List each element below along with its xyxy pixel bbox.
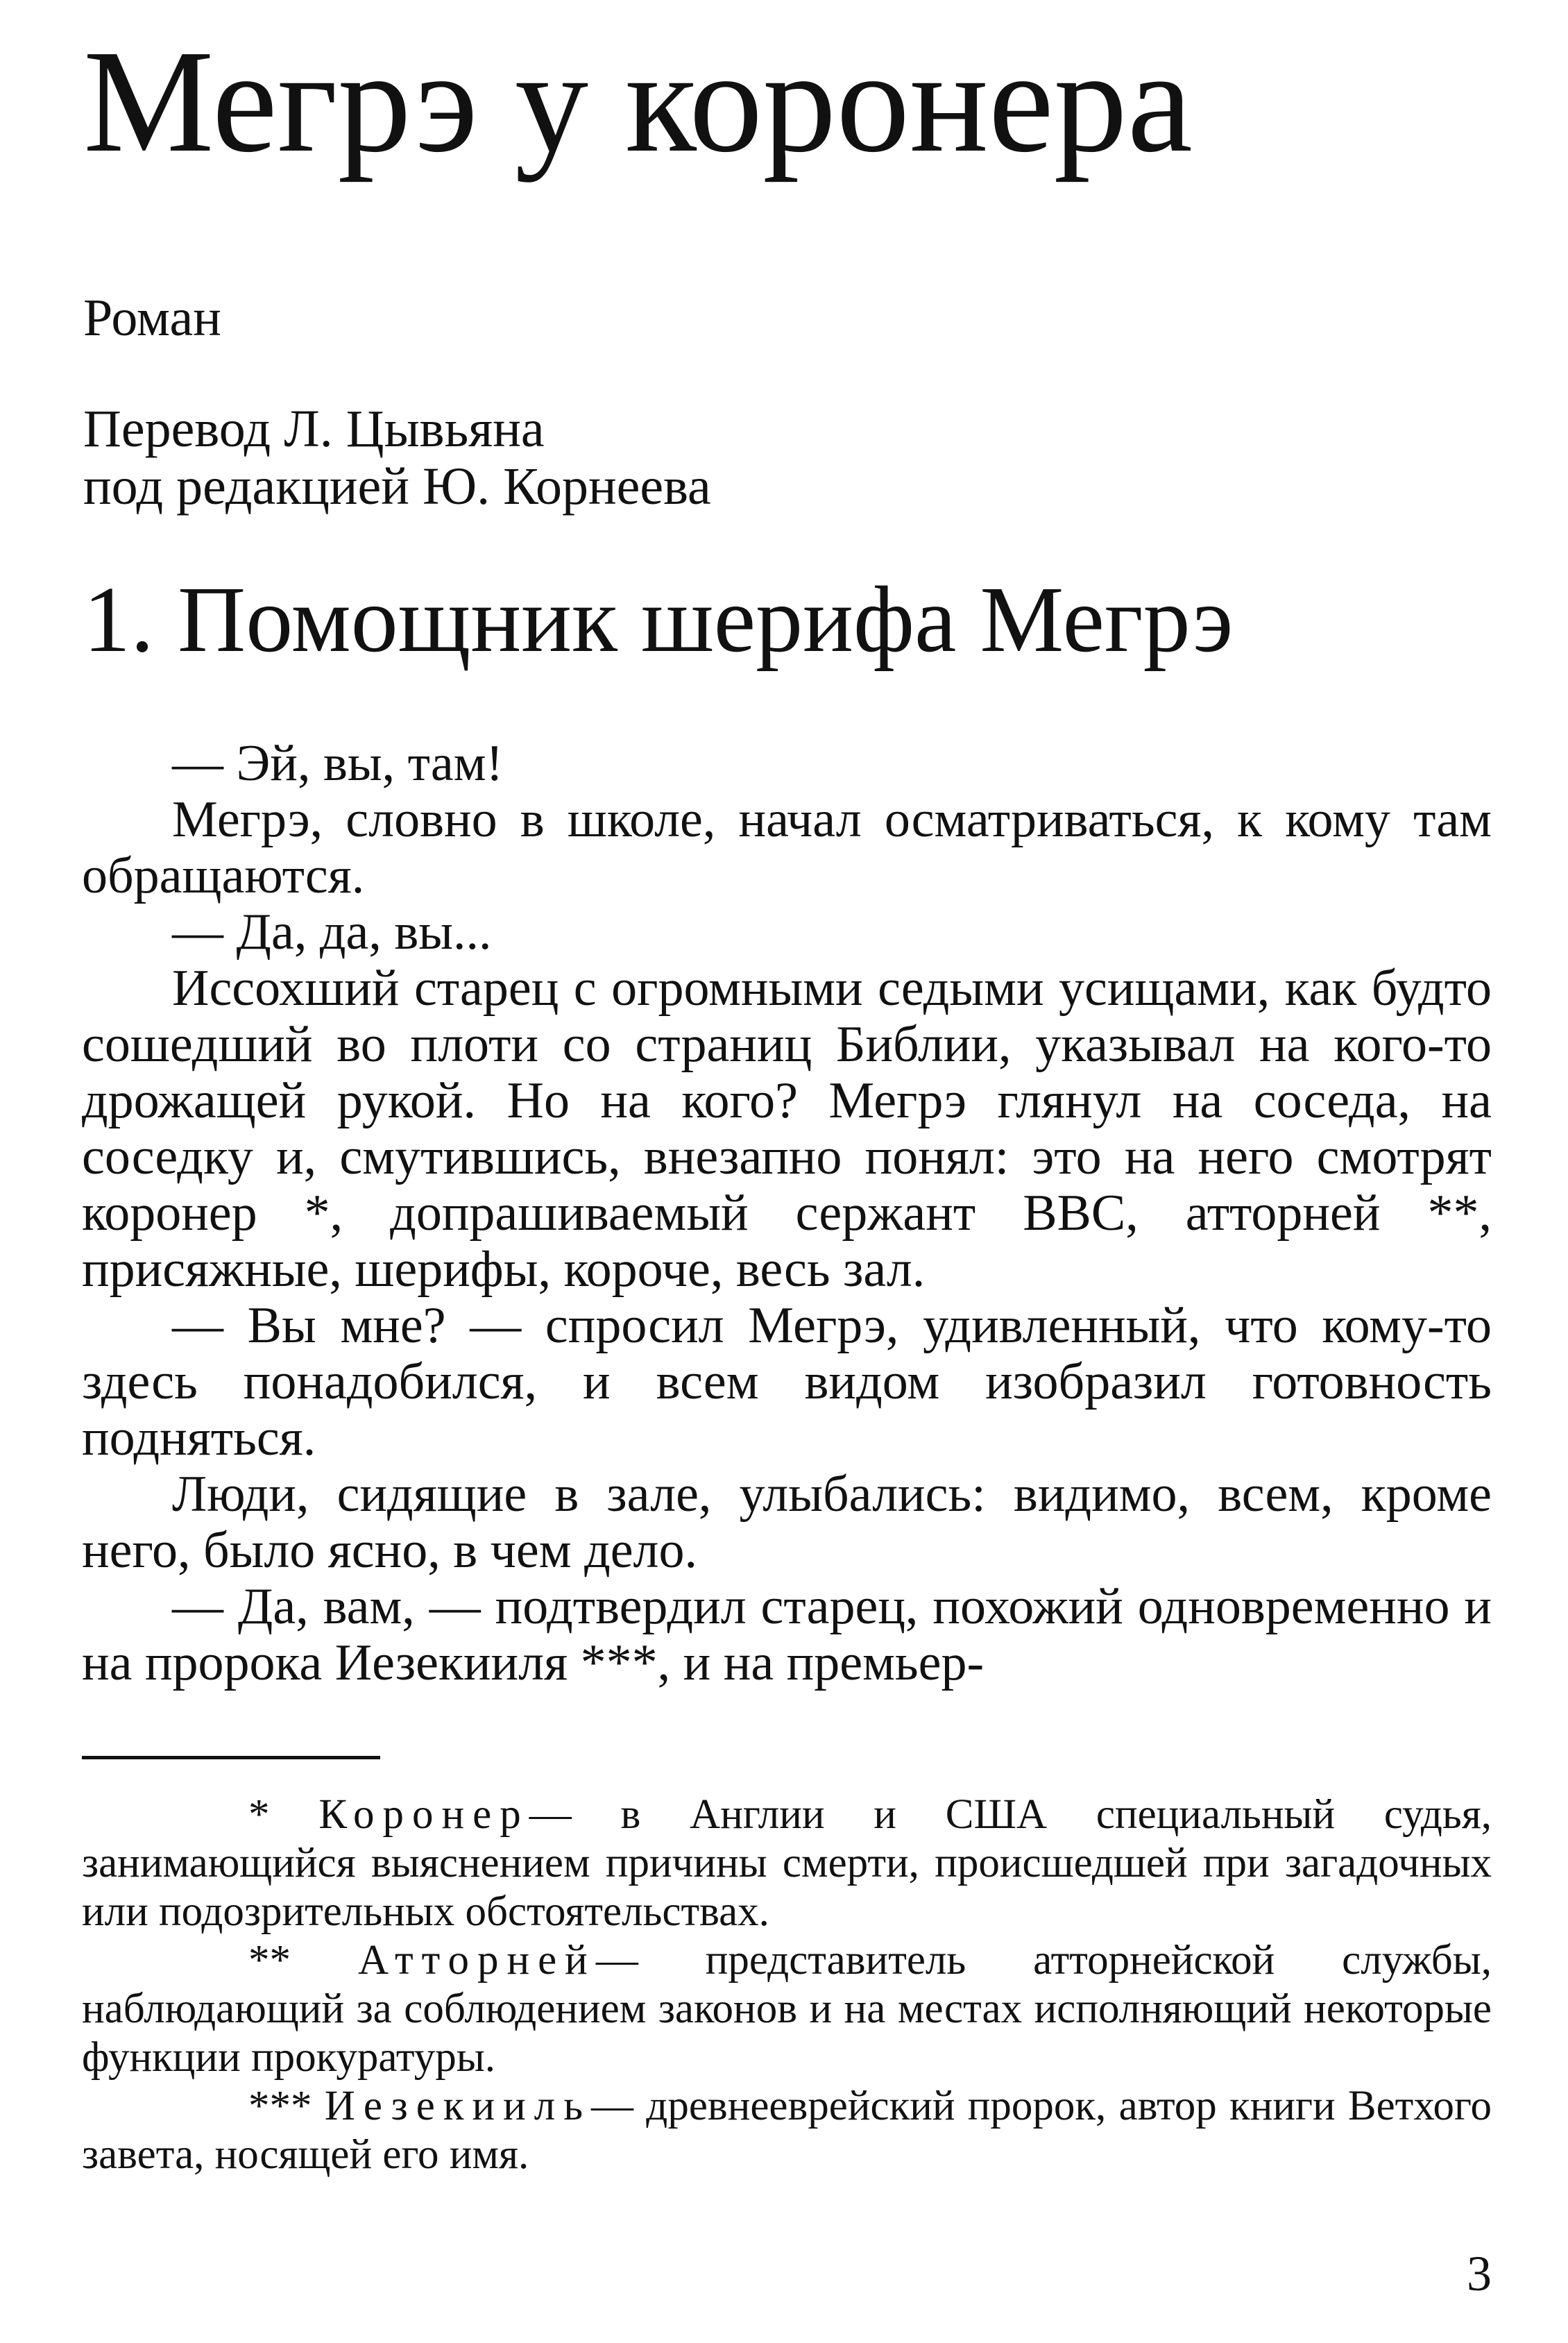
footnote-term: Иезекииль <box>324 2083 592 2129</box>
footnote-text: — древнееврейский пророк, автор книги Ветхого завета, носящей его имя. <box>82 2083 1492 2178</box>
footnote-text: — в Англии и США специальный судья, занимающийся выяснением причины смерти, происшедшей при загадочных или подозрительных обстоятельствах. <box>82 1791 1492 1935</box>
body-paragraph: Люди, сидящие в зале, улыбались: видимо, всем, кроме него, было ясно, в чем дело. <box>82 1466 1492 1579</box>
footnote-divider <box>82 1756 380 1759</box>
footnote-text: — представитель атторнейской службы, наблюдающий за соблюдением законов и на местах исполняющий некоторые функции прокуратуры. <box>82 1937 1492 2081</box>
translator-credit: Перевод Л. Цывьяна <box>83 400 545 458</box>
body-paragraph: — Да, вам, — подтвердил старец, похожий одновременно и на пророка Иезекииля ***, и на премьер- <box>82 1578 1492 1691</box>
footnote <box>82 1936 1492 2082</box>
footnote-term: Коронер <box>318 1791 529 1838</box>
book-title: Мегрэ у коронера <box>83 19 1193 183</box>
footnote-mark: ** <box>248 1937 291 1983</box>
body-paragraph: — Эй, вы, там! <box>172 735 504 792</box>
body-paragraph: Мегрэ, словно в школе, начал осматриваться, к кому там обращаются. <box>82 791 1492 904</box>
footnote-mark: *** <box>248 2083 312 2129</box>
body-paragraph: Иссохший старец с огромными седыми усищами, как будто сошедший во плоти со страниц Библии, указывал на кого-то дрожащей рукой. Но на кого? Мегрэ глянул на соседа, на соседку и, смутившись, внезапно понял: это на него смотрят коронер *, допрашиваемый сержант ВВС, атторней **, присяжные, шерифы, короче, весь зал. <box>82 960 1492 1298</box>
editor-credit: под редакцией Ю. Корнеева <box>83 457 711 516</box>
footnote-mark: * <box>248 1791 270 1838</box>
genre-label: Роман <box>83 289 221 347</box>
footnotes <box>82 1791 1492 2179</box>
footnote <box>82 2082 1492 2179</box>
body-paragraph: — Вы мне? — спросил Мегрэ, удивленный, что кому-то здесь понадобился, и всем видом изобразил готовность подняться. <box>82 1297 1492 1466</box>
chapter-heading: 1. Помощник шерифа Мегрэ <box>83 568 1234 672</box>
footnote <box>82 1791 1492 1936</box>
body-paragraph: — Да, да, вы... <box>172 904 492 961</box>
page-number: 3 <box>1467 2246 1492 2301</box>
footnote-term: Атторней <box>357 1937 596 1983</box>
chapter-body <box>82 736 1492 1691</box>
